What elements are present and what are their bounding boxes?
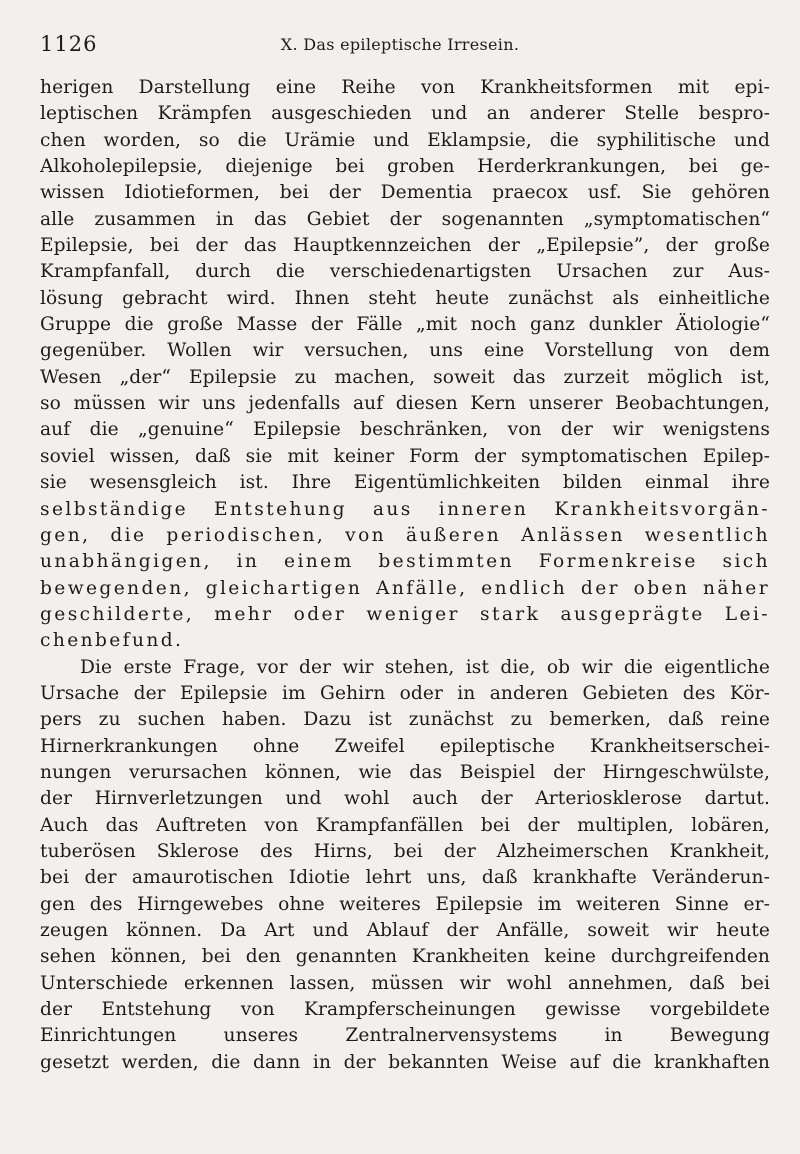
text-line: herigen Darstellung eine Reihe von Krankheitsformen mit epi- (40, 77, 770, 98)
text-line: lösung gebracht wird. Ihnen steht heute zunächst als einheitliche (40, 287, 770, 309)
text-line: chen worden, so die Urämie und Eklampsie, die syphilitische und (40, 129, 770, 151)
text-line: alle zusammen in das Gebiet der sogenannten „symptomatischen“ (40, 208, 770, 230)
text-line: pers zu suchen haben. Dazu ist zunächst zu bemerken, daß reine (40, 709, 770, 731)
text-line: der Hirnverletzungen und wohl auch der Arteriosklerose dartut. (40, 788, 770, 810)
text-line-emphasized: chenbefund. (40, 630, 184, 652)
text-line: Hirnerkrankungen ohne Zweifel epileptische Krankheitserschei- (40, 735, 770, 757)
text-line: soviel wissen, daß sie mit keiner Form der symptomatischen Epilep- (40, 445, 770, 467)
text-line: auf die „genuine“ Epilepsie beschränken, von der wir wenigstens (40, 419, 770, 441)
text-line: bei der amaurotischen Idiotie lehrt uns, daß krankhafte Veränderun- (40, 867, 770, 889)
text-line-emphasized: selbständige Entstehung aus inneren Krankheitsvorgän- (40, 498, 770, 520)
text-line: so müssen wir uns jedenfalls auf diesen Kern unserer Beobachtungen, (40, 393, 770, 415)
text-line: nungen verursachen können, wie das Beispiel der Hirngeschwülste, (40, 761, 770, 783)
running-head: X. Das epileptische Irresein. (280, 35, 520, 54)
text-line: Krampfanfall, durch die verschiedenartigsten Ursachen zur Aus- (40, 261, 770, 283)
text-line: gesetzt werden, die dann in der bekannten Weise auf die krankhaften (40, 1051, 770, 1073)
text-line-emphasized: geschilderte, mehr oder weniger stark ausgeprägte Lei- (40, 603, 770, 625)
text-line-emphasized: bewegenden, gleichartigen Anfälle, endlich der oben näher (40, 577, 770, 599)
text-line: Alkoholepilepsie, diejenige bei groben Herderkrankungen, bei ge- (40, 156, 770, 178)
paragraph-first-line: Die erste Frage, vor der wir stehen, ist die, ob wir die eigentliche (80, 656, 770, 678)
text-line: Unterschiede erkennen lassen, müssen wir wohl annehmen, daß bei (40, 972, 770, 994)
page-header (40, 30, 760, 60)
text-line: gen des Hirngewebes ohne weiteres Epilepsie im weiteren Sinne er- (40, 893, 770, 915)
text-line: leptischen Krämpfen ausgeschieden und an anderer Stelle bespro- (40, 103, 770, 125)
text-line-emphasized: gen, die periodischen, von äußeren Anlässen wesentlich (40, 524, 770, 546)
text-line: zeugen können. Da Art und Ablauf der Anfälle, soweit wir heute (40, 920, 770, 941)
page-number: 1126 (40, 32, 98, 56)
body-text (40, 75, 770, 1076)
text-line: sie wesensgleich ist. Ihre Eigentümlichkeiten bilden einmal ihre (40, 472, 770, 494)
text-line: Auch das Auftreten von Krampfanfällen bei der multiplen, lobären, (40, 814, 770, 836)
text-line: Wesen „der“ Epilepsie zu machen, soweit das zurzeit möglich ist, (40, 366, 770, 388)
text-line: gegenüber. Wollen wir versuchen, uns eine Vorstellung von dem (40, 340, 770, 362)
text-line: sehen können, bei den genannten Krankheiten keine durchgreifenden (40, 946, 770, 968)
text-line: Gruppe die große Masse der Fälle „mit noch ganz dunkler Ätiologie“ (40, 314, 770, 336)
text-line: wissen Idiotieformen, bei der Dementia praecox usf. Sie gehören (40, 182, 770, 204)
text-line: tuberösen Sklerose des Hirns, bei der Alzheimerschen Krankheit, (40, 840, 770, 862)
text-line: der Entstehung von Krampferscheinungen gewisse vorgebildete (40, 999, 770, 1021)
text-line-emphasized: unabhängigen, in einem bestimmten Formenkreise sich (40, 551, 770, 573)
text-line: Ursache der Epilepsie im Gehirn oder in anderen Gebieten des Kör- (40, 682, 770, 704)
text-line: Einrichtungen unseres Zentralnervensystems in Bewegung (40, 1025, 770, 1047)
text-line: Epilepsie, bei der das Hauptkennzeichen der „Epilepsie”, der große (40, 235, 770, 257)
